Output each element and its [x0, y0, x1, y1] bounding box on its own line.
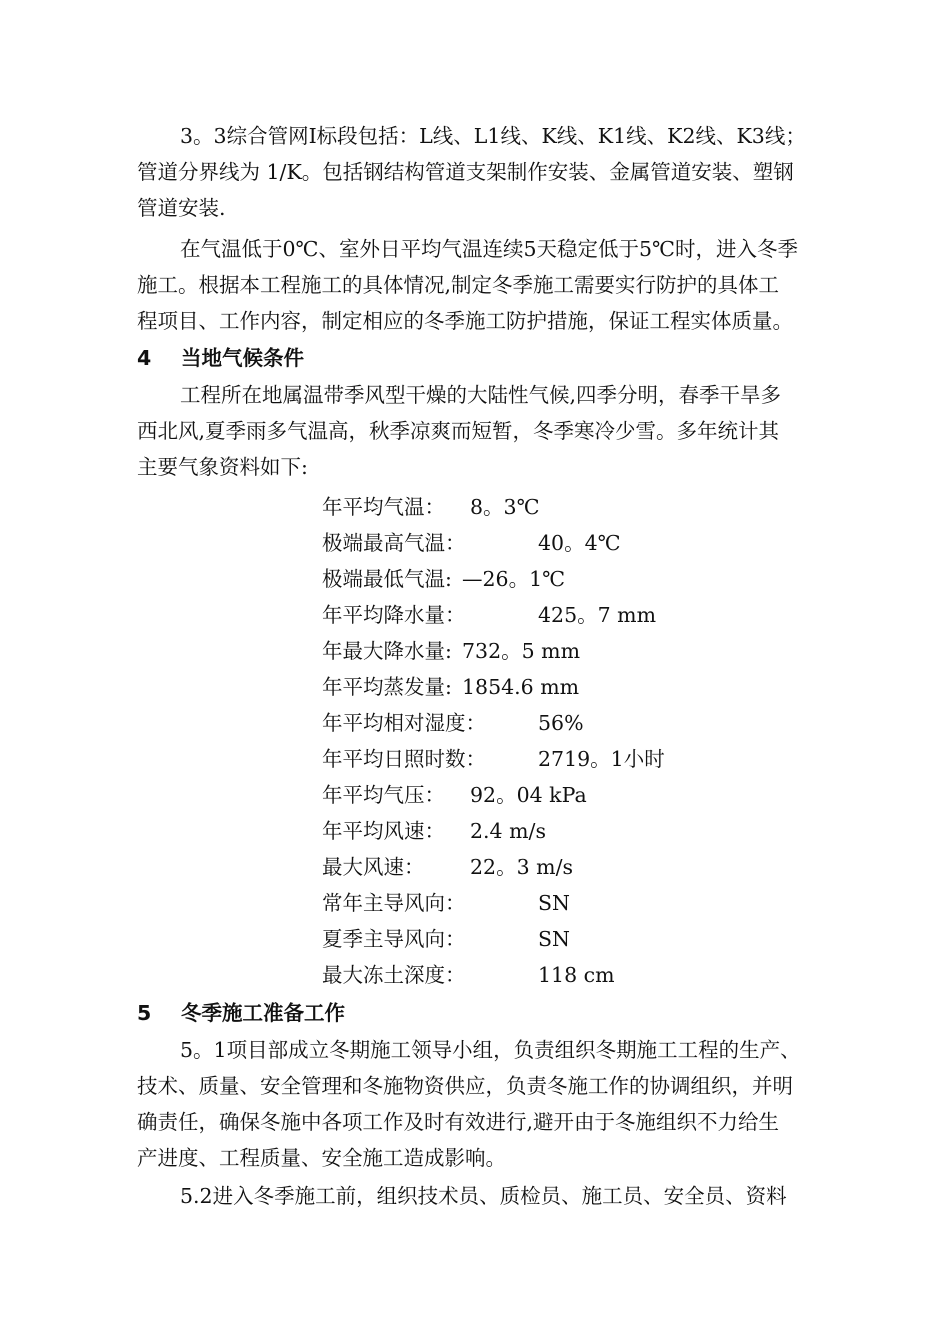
section-5-para-1-line-4: 产进度、工程质量、安全施工造成影响。 [137, 1146, 506, 1170]
climate-value: SN [538, 927, 570, 951]
climate-label: 最大风速： [322, 855, 425, 879]
section-4-intro-line-1: 工程所在地属温带季风型干燥的大陆性气候,四季分明，春季干旱多 [180, 383, 782, 407]
climate-value: 425。7 mm [538, 603, 657, 627]
climate-label: 夏季主导风向： [322, 927, 466, 951]
climate-value: 118 cm [538, 963, 615, 987]
climate-label: 年平均日照时数： [322, 747, 486, 771]
section-5-para-1-line-2: 技术、质量、安全管理和冬施物资供应，负责冬施工作的协调组织，并明 [137, 1074, 793, 1098]
section-4-title: 当地气候条件 [181, 346, 304, 370]
climate-value: 2719。1小时 [538, 747, 665, 771]
climate-value: 22。3 m/s [470, 855, 574, 879]
climate-label: 年平均相对湿度： [322, 711, 486, 735]
climate-value: 40。4℃ [538, 531, 621, 555]
climate-value: SN [538, 891, 570, 915]
climate-label: 年平均降水量： [322, 603, 466, 627]
paragraph-2-line-1: 在气温低于0℃、室外日平均气温连续5天稳定低于5℃时，进入冬季 [180, 237, 798, 261]
climate-label: 最大冻土深度： [322, 963, 466, 987]
climate-label: 年平均风速： [322, 819, 445, 843]
climate-value: 56% [538, 711, 584, 735]
climate-label: 极端最低气温: [322, 567, 452, 591]
climate-label: 年平均气温： [322, 495, 445, 519]
climate-label: 年平均蒸发量: [322, 675, 452, 699]
section-5-title: 冬季施工准备工作 [181, 1001, 345, 1025]
section-5-number: 5 [137, 1001, 152, 1025]
section-5-para-1-line-1: 5。1项目部成立冬期施工领导小组，负责组织冬期施工工程的生产、 [180, 1038, 801, 1062]
climate-value: —26。1℃ [462, 567, 566, 591]
section-4-intro-line-2: 西北风,夏季雨多气温高，秋季凉爽而短暂，冬季寒冷少雪。多年统计其 [137, 419, 780, 443]
section-5-para-1-line-3: 确责任，确保冬施中各项工作及时有效进行,避开由于冬施组织不力给生 [137, 1110, 780, 1134]
paragraph-1-line-2: 管道分界线为 1/K。包括钢结构管道支架制作安装、金属管道安装、塑钢 [137, 160, 794, 184]
paragraph-2-line-2: 施工。根据本工程施工的具体情况,制定冬季施工需要实行防护的具体工 [137, 273, 780, 297]
climate-value: 2.4 m/s [470, 819, 546, 843]
climate-label: 极端最高气温： [322, 531, 466, 555]
section-4-number: 4 [137, 346, 152, 370]
paragraph-2-line-3: 程项目、工作内容，制定相应的冬季施工防护措施，保证工程实体质量。 [137, 309, 793, 333]
paragraph-1-line-3: 管道安装. [137, 196, 226, 220]
climate-value: 732。5 mm [462, 639, 581, 663]
section-5-heading [137, 995, 345, 1031]
climate-label: 年最大降水量: [322, 639, 452, 663]
paragraph-1-line-1: 3。3综合管网Ⅰ标段包括：L线、L1线、K线、K1线、K2线、K3线； [180, 124, 806, 148]
section-4-intro-line-3: 主要气象资料如下: [137, 455, 308, 479]
climate-value: 92。04 kPa [470, 783, 587, 807]
climate-label: 常年主导风向： [322, 891, 466, 915]
climate-value: 1854.6 mm [462, 675, 580, 699]
climate-label: 年平均气压： [322, 783, 445, 807]
section-4-heading [137, 340, 304, 376]
section-5-para-2-line-1: 5.2进入冬季施工前，组织技术员、质检员、施工员、安全员、资料 [180, 1184, 787, 1208]
climate-value: 8。3℃ [470, 495, 540, 519]
